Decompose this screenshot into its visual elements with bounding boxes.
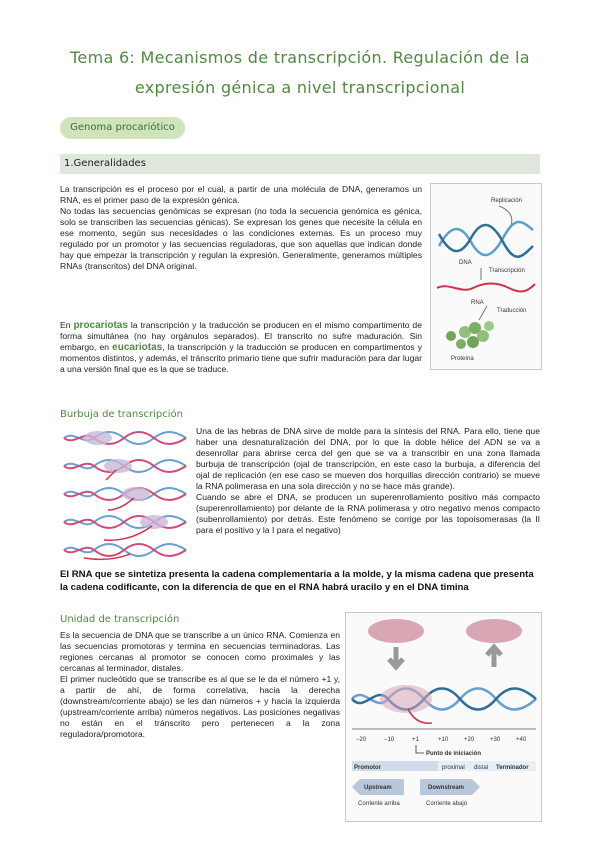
burbuja-p1: Una de las hebras de DNA sirve de molde para la síntesis del RNA. Para ello, tiene que haber una desnaturalización del DNA, por lo que la doble hélice del ADN se va a desenrollar para abrirse cerca del gen que se va a transcribir en una zona llamada burbuja de transcripción (ojal de transcripción, en este caso la burbuja, a diferencia del ojal de replicación (en ese caso se mueven dos horquillas dirección contrario) se mueve la RNA polimerasa en una sola dirección y no se hace más grande).: [196, 426, 540, 491]
p3-part-c: , la transcripción y la traducción se producen en compartimentos y momentos distintos, y además, el tránscrito primario tiene que sufrir maduración para dar lugar a una versión final que es la que se traduce.: [60, 342, 423, 374]
tick-plus10: +10: [438, 737, 449, 743]
label-terminador: Terminador: [496, 765, 529, 771]
translation-arrow-icon: [479, 306, 487, 320]
burbuja-p2: Cuando se abre el DNA, se producen un superenrollamiento positivo más compacto (superenrollamiento) por delante de la RNA polimerasa y otro negativo menos compacto (subenrollamiento) por detrás. Este fenómeno se corrige por las topoisomerasas (la II para el positivo y la I para el negativo): [196, 492, 540, 535]
bold-note: El RNA que se sintetiza presenta la cadena complementaria a la molde, y la misma cadena que presenta la cadena codificante, con la diferencia de que en el RNA habrá uracilo y en el DNA timina: [60, 569, 534, 593]
tick-plus1: +1: [412, 737, 419, 743]
highlight-procariotas: procariotas: [73, 320, 128, 331]
label-replicacion: Replicación: [491, 198, 523, 204]
transcription-bubble-figure: [60, 424, 192, 564]
unidad-p2: El primer nucleótido que se transcribe es al que se le da el número +1 y, a partir de ahí, de forma correlativa, hacia la derecha (downstream/corriente abajo) se les dan números + y hacia la izquierda (upstream/corriente arriba) números negativos. Las posiciones negativas no están en el tránscrito pero pertenecen a la zona reguladora/promotora.: [60, 674, 340, 739]
highlight-eucariotas: eucariotas: [112, 342, 163, 353]
label-traduccion: Traducción: [497, 308, 527, 314]
bubble-row-4: [64, 515, 186, 540]
tick-plus20: +20: [464, 737, 475, 743]
bubble-row-5: [64, 544, 186, 559]
label-punto-inicio: Punto de iniciación: [426, 751, 482, 757]
start-point-pointer: [416, 745, 424, 753]
page-title-line1: Tema 6: Mecanismos de transcripción. Regulación de la: [70, 48, 530, 67]
generalidades-p1: La transcripción es el proceso por el cual, a partir de una molécula de DNA, generamos un RNA, es el primer paso de la expresión génica.: [60, 184, 422, 205]
down-arrow-icon: [389, 647, 403, 667]
label-distal: distal: [474, 765, 489, 771]
label-promotor: Promotor: [354, 765, 381, 771]
label-proximal: proximal: [442, 765, 465, 771]
burbuja-heading: Burbuja de transcripción: [60, 409, 183, 420]
tick-plus40: +40: [516, 737, 527, 743]
rna-strand-icon: [437, 284, 535, 292]
polymerase-on-dna-icon: [380, 685, 432, 713]
dna-helix-icon: [439, 222, 533, 257]
section-bar: 1.Generalidades: [60, 154, 540, 174]
generalidades-text: [60, 184, 422, 272]
bubble-row-2: [64, 459, 186, 480]
bubble-row-1: [64, 431, 186, 445]
label-corriente-abajo: Corriente abajo: [426, 801, 468, 807]
transcription-unit-figure: [345, 612, 542, 822]
label-downstream: Downstream: [428, 785, 465, 791]
protein-icon: [446, 321, 494, 349]
rna-polymerase-icon-right: [466, 619, 522, 643]
burbuja-text: [196, 426, 540, 536]
label-upstream: Upstream: [364, 785, 392, 791]
generalidades-p3: [60, 320, 422, 375]
unidad-p1: Es la secuencia de DNA que se transcribe a un único RNA. Comienza en las secuencias promotoras y termina en secuencias terminadoras. Las regiones cercanas al promotor se conocen como proximales y las cercanas al terminador, distales.: [60, 630, 340, 673]
rna-polymerase-icon-left: [368, 619, 424, 643]
label-rna: RNA: [471, 300, 484, 306]
p3-part-a: En: [60, 320, 74, 330]
tick-minus10: −10: [384, 737, 395, 743]
label-proteina: Proteína: [451, 356, 474, 362]
bubble-row-3: [64, 487, 186, 510]
label-transcripcion: Transcripción: [489, 268, 525, 274]
up-arrow-icon: [487, 647, 501, 667]
label-dna: DNA: [459, 260, 472, 266]
unidad-text: [60, 630, 340, 740]
p3-part-b: la transcripción y la traducción se producen en el mismo compartimento de forma simultánea (no hay orgánulos separados). El transcrito no sufre maduración. Sin embargo, en: [60, 320, 422, 352]
tick-plus30: +30: [490, 737, 501, 743]
replication-arrow-icon: [499, 206, 512, 226]
page-title-line2: expresión génica a nivel transcripcional: [134, 78, 466, 97]
unidad-heading: Unidad de transcripción: [60, 614, 180, 625]
tick-minus20: −20: [356, 737, 367, 743]
label-corriente-arriba: Corriente arriba: [358, 801, 400, 807]
generalidades-p2: No todas las secuencias genómicas se expresan (no toda la secuencia genómica es génica, solo se transcriben las secuencias génicas). Se expresan los genes que necesite la célula en ese momento, según sus necesidades o las condiciones externas. Es un proceso muy regulado por un promotor y las secuencias reguladoras, que son aquellas que indican donde hay que empezar la transcripción y regulan la expresión. Generalmente, generamos múltiples RNAs (transcritos) del DNA original.: [60, 206, 422, 271]
dna-double-helix-icon: [352, 689, 536, 710]
section-pill: Genoma procariótico: [60, 117, 185, 139]
central-dogma-figure: [430, 183, 542, 370]
